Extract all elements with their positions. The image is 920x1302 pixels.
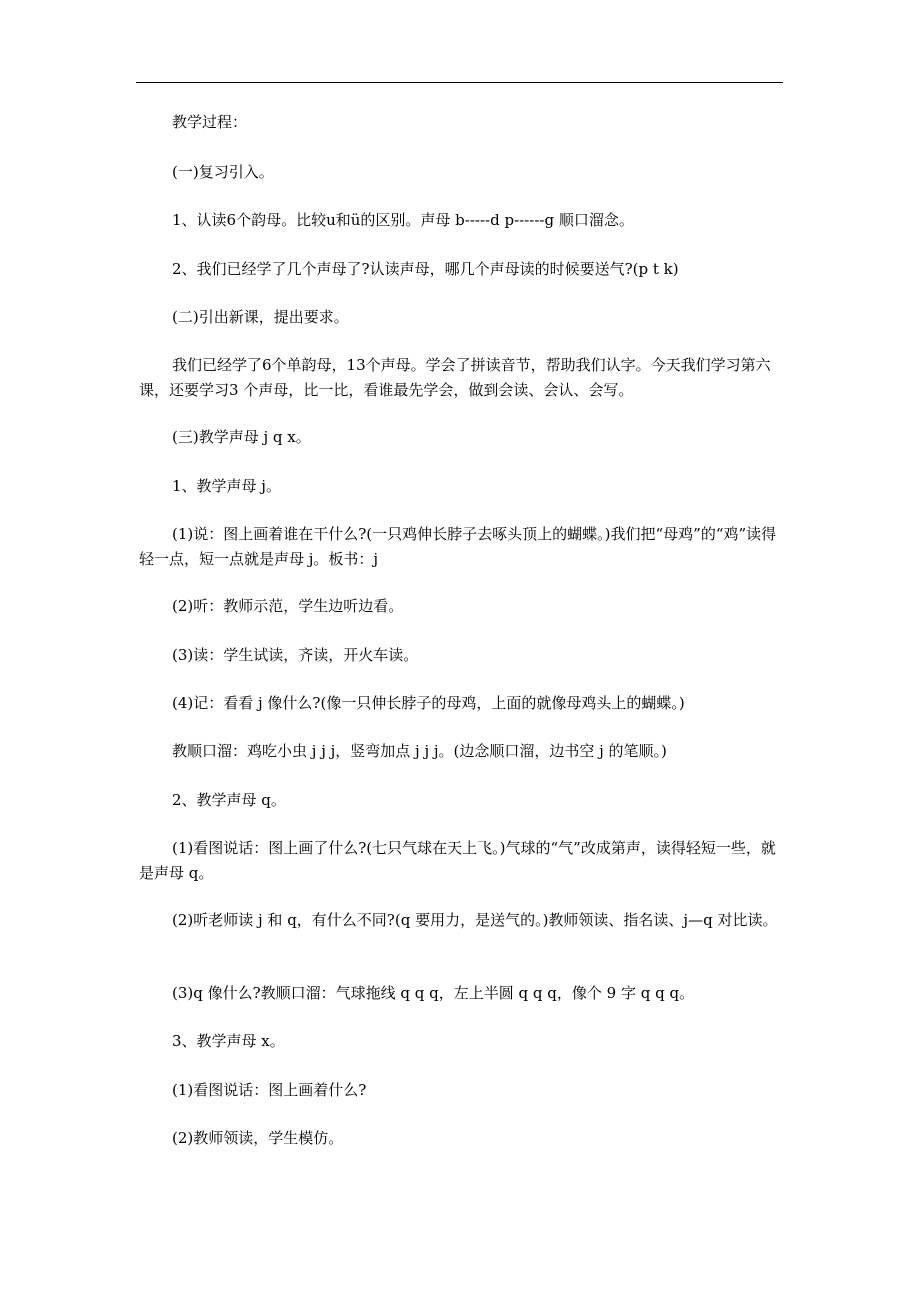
paragraph: 1、认读6个韵母。比较u和ü的区别。声母 b-----d p------g 顺口溜念。 — [172, 211, 634, 229]
paragraph: (1)看图说话：图上画着什么? — [172, 1081, 367, 1099]
paragraph: (一)复习引入。 — [172, 163, 274, 181]
paragraph: 2、我们已经学了几个声母了?认读声母，哪几个声母读的时候要送气?(p t k) — [172, 260, 679, 278]
paragraph: (1)说：图上画着谁在干什么?(一只鸡伸长脖子去啄头顶上的蝴蝶。)我们把“母鸡”的“鸡”读得轻一点，短一点就是声母 j。板书：j — [139, 525, 777, 568]
paragraph: (1)看图说话：图上画了什么?(七只气球在天上飞。)气球的“气”改成第声，读得轻短一些，就是声母 q。 — [139, 839, 776, 882]
header-rule — [136, 82, 783, 83]
paragraph: 3、教学声母 x。 — [172, 1032, 285, 1050]
paragraph: (二)引出新课，提出要求。 — [172, 308, 349, 326]
paragraph: (4)记：看看 j 像什么?(像一只伸长脖子的母鸡，上面的就像母鸡头上的蝴蝶。) — [172, 694, 685, 712]
paragraph: 教顺口溜：鸡吃小虫 j j j，竖弯加点 j j j。(边念顺口溜，边书空 j 的笔顺。) — [172, 742, 667, 760]
paragraph: (2)教师领读，学生模仿。 — [172, 1129, 344, 1147]
paragraph: (2)听老师读 j 和 q，有什么不同?(q 要用力，是送气的。)教师领读、指名读、j—q 对比读。 — [172, 911, 778, 929]
paragraph: (3)q 像什么?教顺口溜：气球拖线 q q q，左上半圆 q q q，像个 9 字 q q q。 — [172, 984, 695, 1002]
paragraph: 我们已经学了6个单韵母，13个声母。学会了拼读音节，帮助我们认字。今天我们学习第六课，还要学习3 个声母，比一比，看谁最先学会，做到会读、会认、会写。 — [139, 356, 771, 399]
paragraph: 1、教学声母 j。 — [172, 477, 281, 495]
paragraph: 2、教学声母 q。 — [172, 791, 286, 809]
paragraph: (2)听：教师示范，学生边听边看。 — [172, 597, 404, 615]
paragraph: 教学过程： — [172, 113, 248, 131]
paragraph: (三)教学声母 j q x。 — [172, 428, 311, 446]
paragraph: (3)读：学生试读，齐读，开火车读。 — [172, 646, 419, 664]
